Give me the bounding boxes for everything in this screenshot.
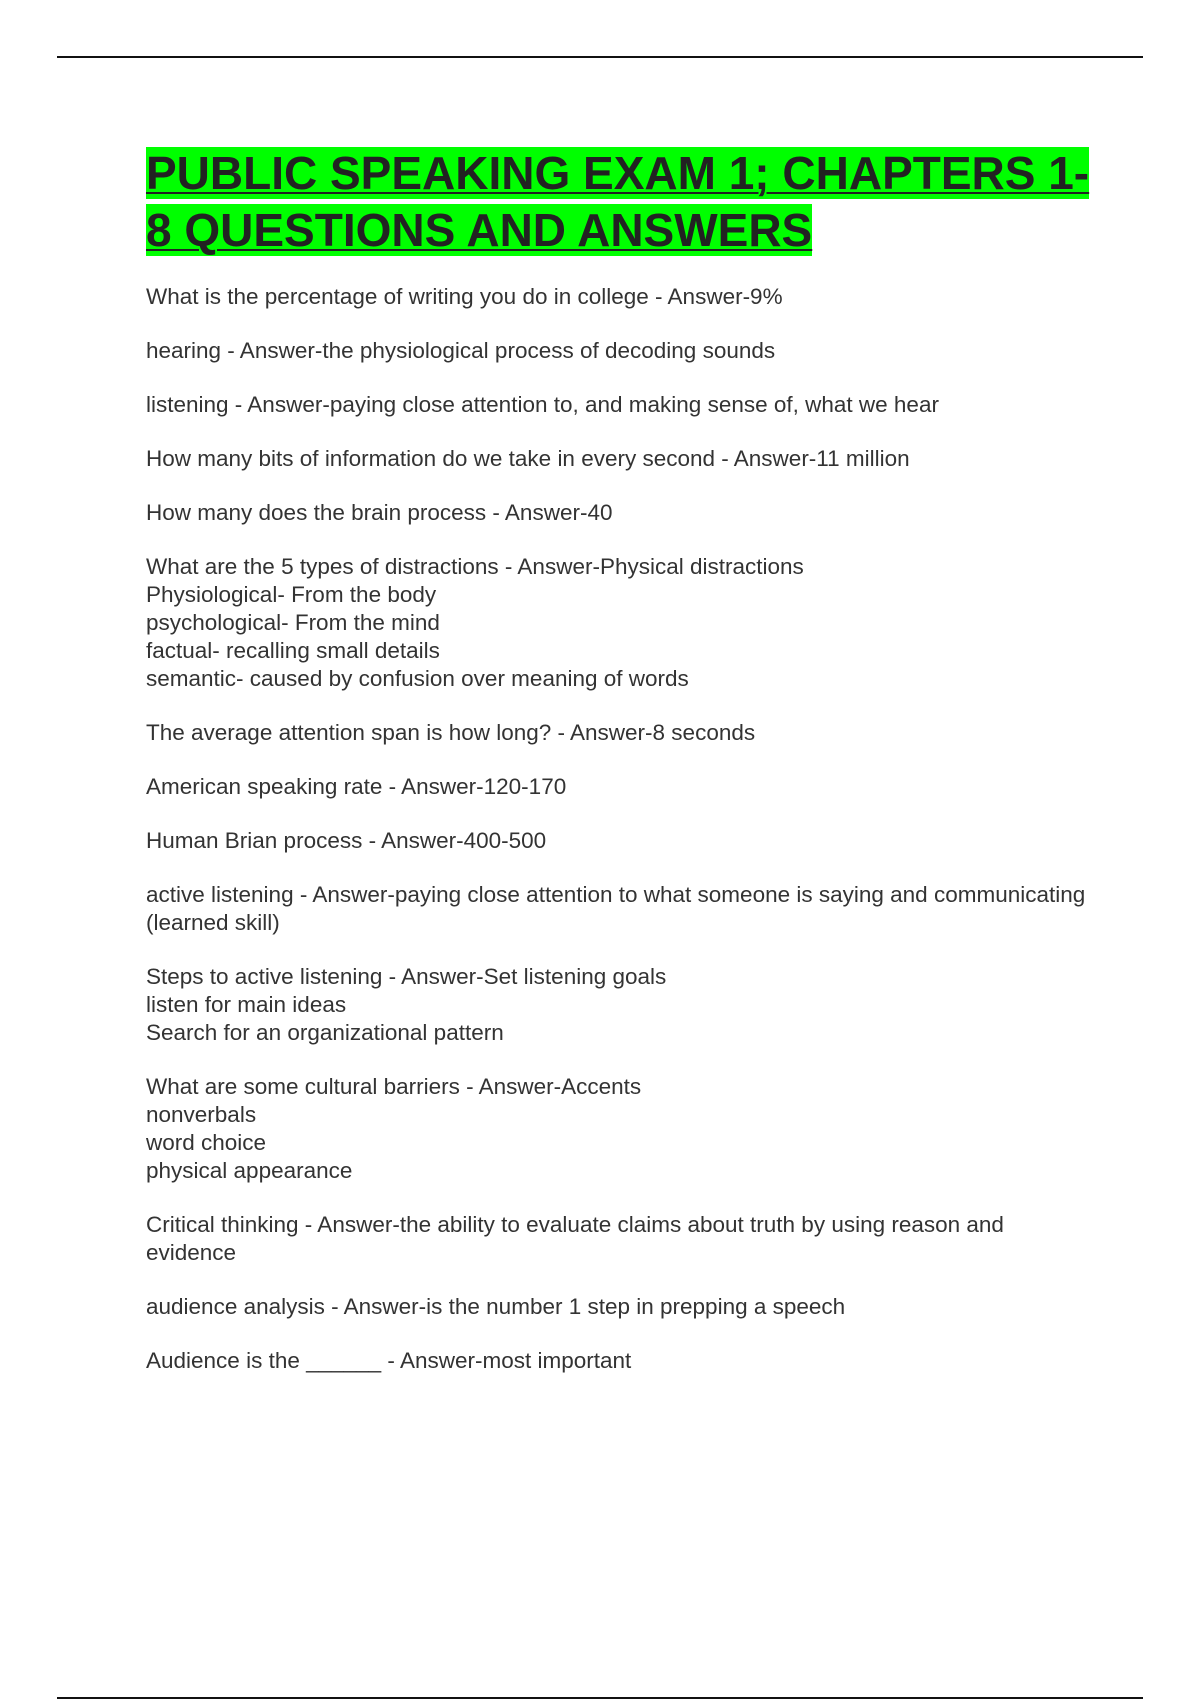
qa-line: hearing - Answer-the physiological process of decoding sounds — [146, 338, 776, 363]
qa-line: How many bits of information do we take in every second - Answer-11 million — [146, 446, 910, 471]
qa-line: active listening - Answer-paying close attention to what someone is saying and communicating (learned skill) — [146, 882, 1086, 935]
qa-line: Critical thinking - Answer-the ability to evaluate claims about truth by using reason and evidence — [146, 1212, 1004, 1265]
qa-entry — [146, 1211, 1096, 1267]
page-title — [146, 145, 1096, 259]
qa-entry — [146, 963, 1096, 1047]
qa-line: nonverbals — [146, 1102, 257, 1127]
qa-line: audience analysis - Answer-is the number 1 step in prepping a speech — [146, 1294, 846, 1319]
qa-line: American speaking rate - Answer-120-170 — [146, 774, 567, 799]
top-rule — [57, 56, 1143, 58]
qa-entry — [146, 827, 1096, 855]
qa-list — [146, 283, 1096, 1375]
qa-line: What are the 5 types of distractions - Answer-Physical distractions — [146, 554, 804, 579]
qa-line: physical appearance — [146, 1158, 353, 1183]
qa-line: semantic- caused by confusion over meaning of words — [146, 666, 689, 691]
title-highlight: PUBLIC SPEAKING EXAM 1; CHAPTERS 1-8 QUESTIONS AND ANSWERS — [146, 147, 1090, 256]
qa-entry — [146, 553, 1096, 693]
qa-line: Human Brian process - Answer-400-500 — [146, 828, 547, 853]
document-body — [146, 145, 1096, 1401]
qa-line: factual- recalling small details — [146, 638, 440, 663]
qa-entry — [146, 337, 1096, 365]
qa-line: The average attention span is how long? - Answer-8 seconds — [146, 720, 756, 745]
qa-line: listen for main ideas — [146, 992, 347, 1017]
qa-line: Audience is the ______ - Answer-most important — [146, 1348, 632, 1373]
qa-entry — [146, 1073, 1096, 1185]
qa-entry — [146, 283, 1096, 311]
bottom-rule — [57, 1697, 1143, 1699]
qa-line: listening - Answer-paying close attention to, and making sense of, what we hear — [146, 392, 939, 417]
qa-entry — [146, 1293, 1096, 1321]
qa-entry — [146, 1347, 1096, 1375]
qa-entry — [146, 881, 1096, 937]
qa-line: What is the percentage of writing you do in college - Answer-9% — [146, 284, 783, 309]
qa-line: Search for an organizational pattern — [146, 1020, 504, 1045]
qa-line: psychological- From the mind — [146, 610, 440, 635]
qa-line: word choice — [146, 1130, 267, 1155]
qa-entry — [146, 499, 1096, 527]
qa-entry — [146, 773, 1096, 801]
qa-line: What are some cultural barriers - Answer-Accents — [146, 1074, 642, 1099]
qa-line: Physiological- From the body — [146, 582, 437, 607]
qa-entry — [146, 719, 1096, 747]
qa-line: Steps to active listening - Answer-Set listening goals — [146, 964, 667, 989]
qa-entry — [146, 391, 1096, 419]
qa-entry — [146, 445, 1096, 473]
qa-line: How many does the brain process - Answer-40 — [146, 500, 613, 525]
